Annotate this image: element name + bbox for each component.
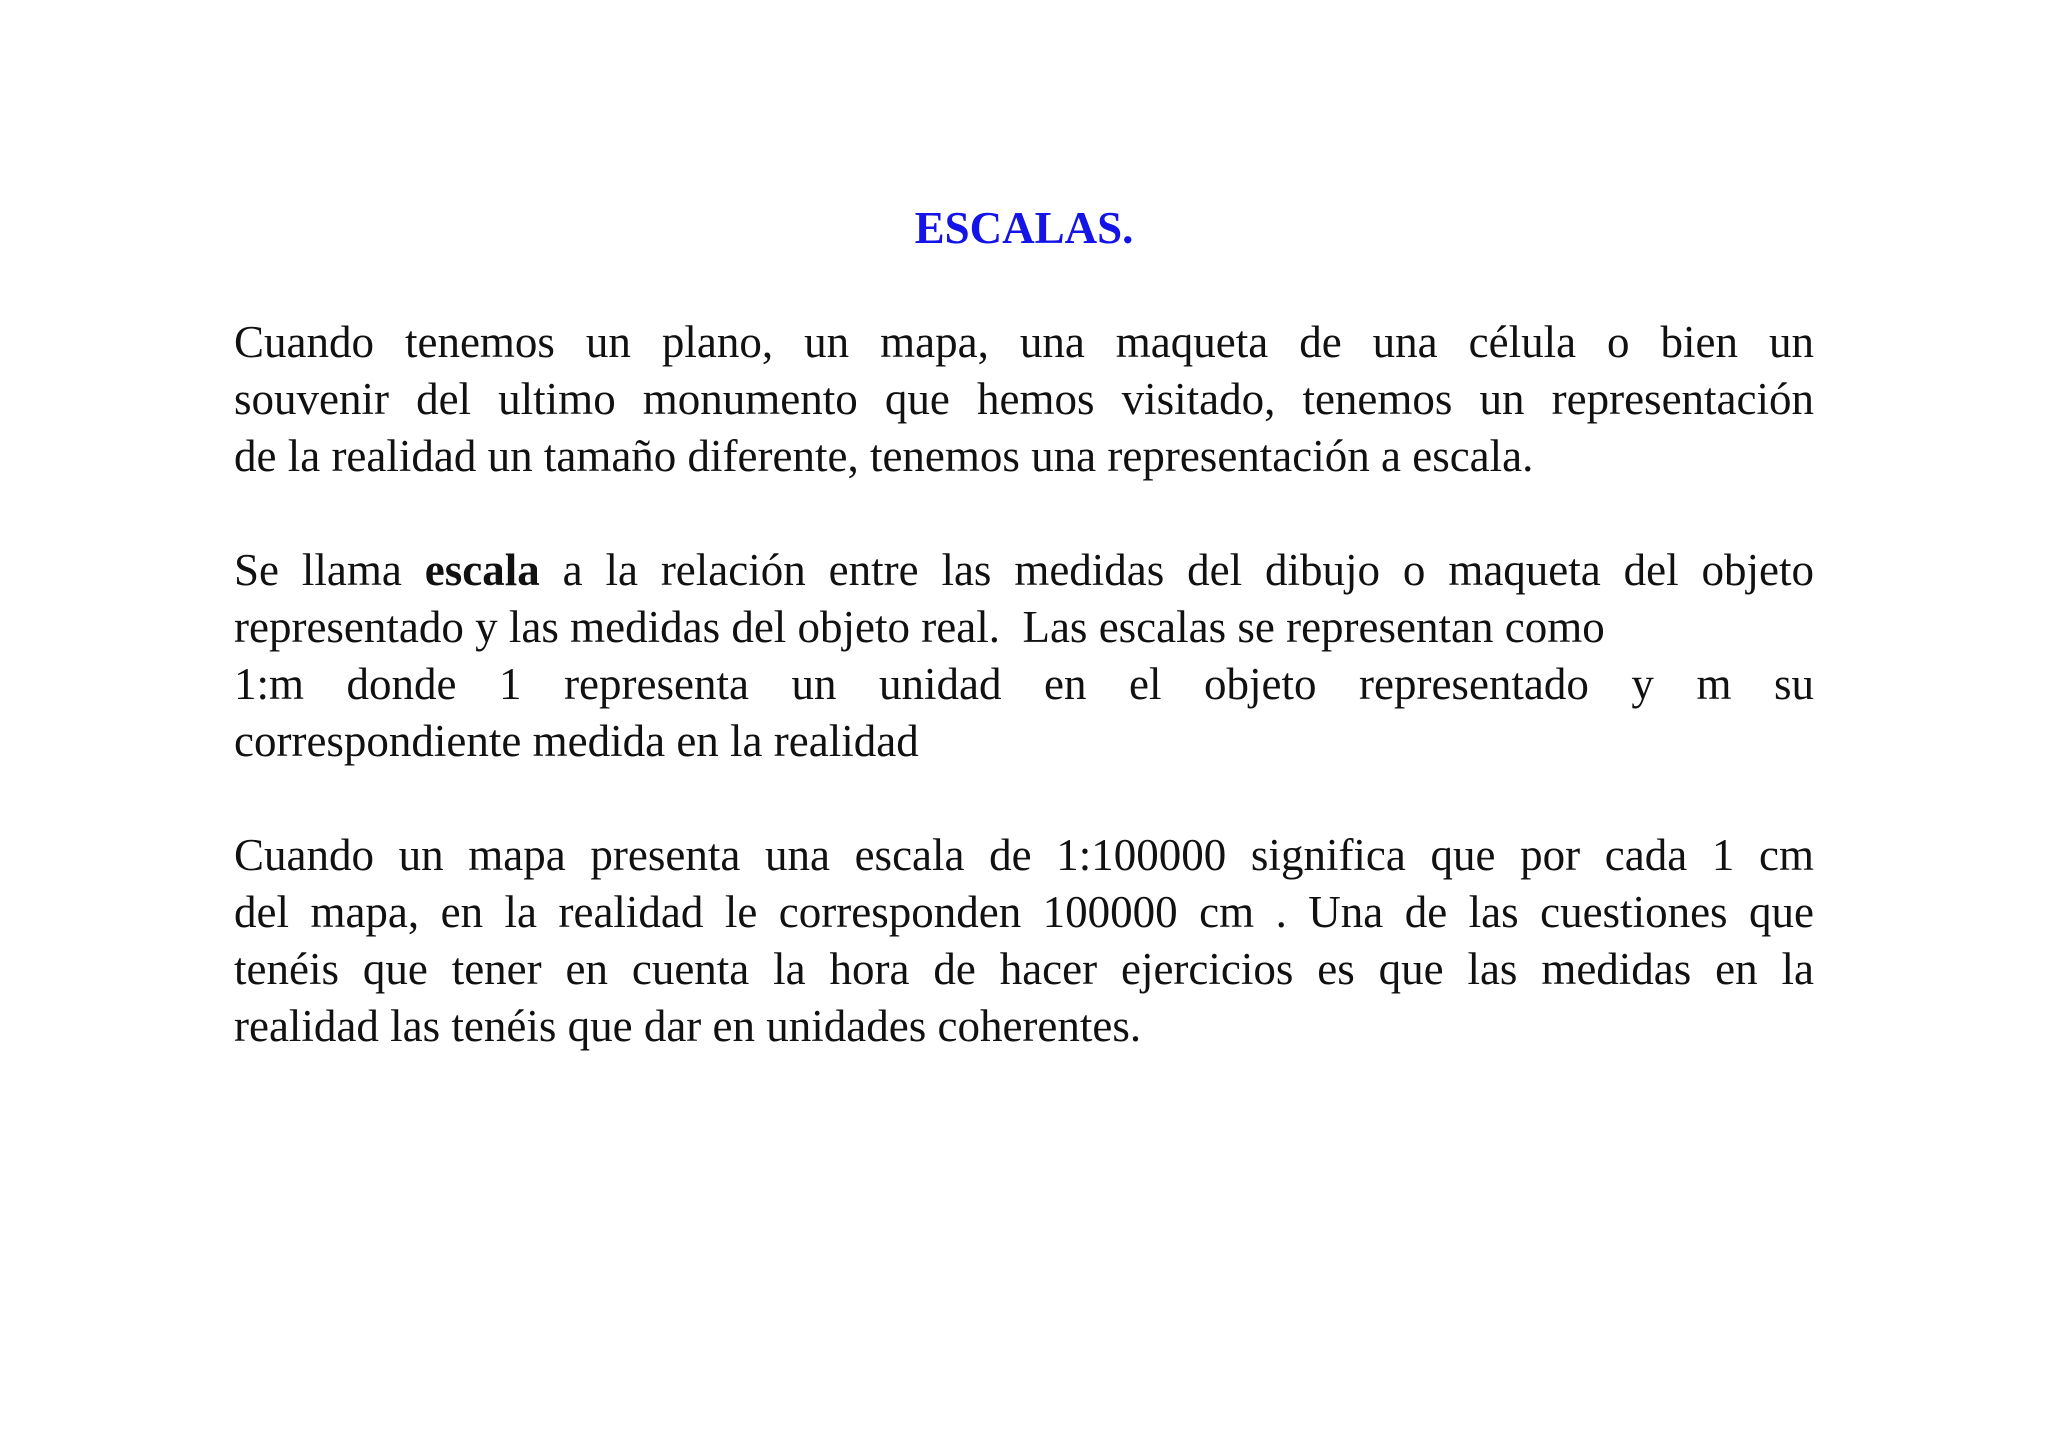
paragraph-line: representado y las medidas del objeto real. Las escalas se representan como [234, 602, 1605, 652]
paragraph-line: del mapa, en la realidad le corresponden 100000 cm . Una de las cuestiones que [234, 887, 1814, 937]
paragraph-definition [234, 542, 1814, 770]
definition-rest-text: a la relación entre las medidas del dibujo o maqueta del objeto [562, 545, 1814, 595]
definition-term: escala [424, 545, 540, 595]
page-title: ESCALAS. [914, 203, 1134, 253]
paragraph-example [234, 827, 1814, 1055]
definition-lead-text: Se llama [234, 545, 402, 595]
paragraph-intro [234, 314, 1814, 485]
paragraph-line [234, 542, 1814, 599]
paragraph-line: 1:m donde 1 representa un unidad en el objeto representado y m su [234, 659, 1814, 709]
paragraph-line: Cuando tenemos un plano, un mapa, una maqueta de una célula o bien un [234, 317, 1814, 367]
paragraph-line: realidad las tenéis que dar en unidades coherentes. [234, 1001, 1142, 1051]
paragraph-line: Cuando un mapa presenta una escala de 1:100000 significa que por cada 1 cm [234, 830, 1814, 880]
paragraph-line: correspondiente medida en la realidad [234, 716, 919, 766]
paragraph-line: de la realidad un tamaño diferente, tenemos una representación a escala. [234, 431, 1534, 481]
paragraph-line: souvenir del ultimo monumento que hemos visitado, tenemos un representación [234, 374, 1814, 424]
document-content [234, 198, 1814, 1112]
paragraph-line: tenéis que tener en cuenta la hora de hacer ejercicios es que las medidas en la [234, 944, 1814, 994]
